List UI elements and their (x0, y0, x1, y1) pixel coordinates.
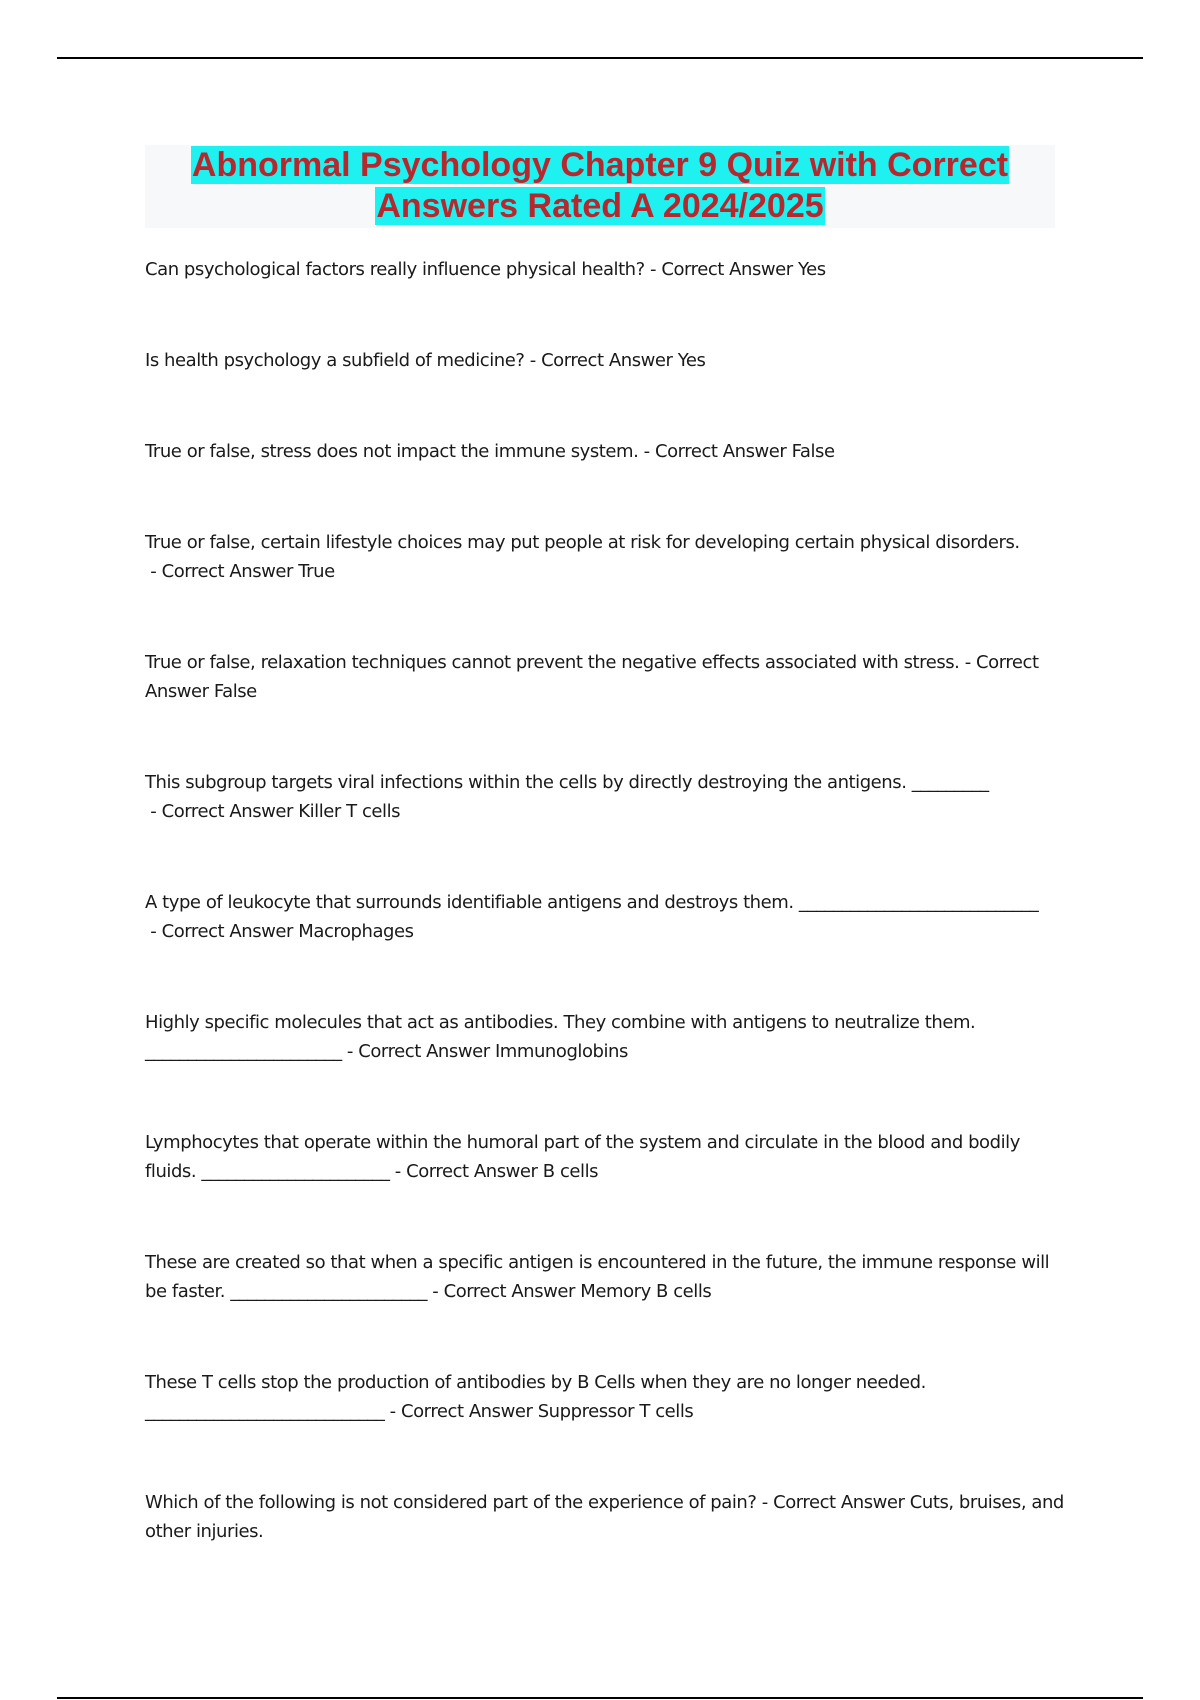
question-text: Lymphocytes that operate within the humoral part of the system and circulate in the blood and bodily fluids. ______________________ (145, 1132, 1020, 1182)
qa-item: True or false, certain lifestyle choices may put people at risk for developing certain physical disorders. - Correct Answer True (145, 532, 1020, 582)
answer-text: Correct Answer Suppressor T cells (401, 1401, 694, 1422)
qa-item: Which of the following is not considered part of the experience of pain? - Correct Answer Cuts, bruises, and other injuries. (145, 1492, 1064, 1542)
question-text: Is health psychology a subfield of medicine? (145, 350, 525, 371)
title-line-1: Abnormal Psychology Chapter 9 Quiz with Correct (191, 146, 1009, 184)
answer-text: Correct Answer Immunoglobins (358, 1041, 628, 1062)
answer-text: Correct Answer Yes (661, 259, 826, 280)
qa-item: A type of leukocyte that surrounds identifiable antigens and destroys them. ____________________________ - Correct Answer Macrophages (145, 892, 1039, 942)
qa-item: Highly specific molecules that act as antibodies. They combine with antigens to neutralize them. _______________________ - Correct Answer Immunoglobins (145, 1012, 976, 1062)
answer-text: Correct Answer False (654, 441, 835, 462)
question-text: These T cells stop the production of antibodies by B Cells when they are no longer needed. ____________________________ (145, 1372, 926, 1422)
qa-list (145, 255, 1065, 1608)
question-text: True or false, relaxation techniques cannot prevent the negative effects associated with stress. (145, 652, 960, 673)
answer-text: Correct Answer Yes (541, 350, 706, 371)
header-rule (57, 57, 1143, 59)
answer-text: Correct Answer Killer T cells (161, 801, 401, 822)
qa-item: These T cells stop the production of antibodies by B Cells when they are no longer needed. ____________________________ - Correct Answer Suppressor T cells (145, 1372, 926, 1422)
answer-text: Correct Answer Macrophages (161, 921, 414, 942)
qa-item: Can psychological factors really influence physical health? - Correct Answer Yes (145, 259, 826, 280)
question-text: Which of the following is not considered part of the experience of pain? (145, 1492, 757, 1513)
question-text: These are created so that when a specific antigen is encountered in the future, the immune response will be faster. _______________________ (145, 1252, 1050, 1302)
qa-item: These are created so that when a specific antigen is encountered in the future, the immune response will be faster. _______________________ - Correct Answer Memory B cells (145, 1252, 1050, 1302)
qa-item: Lymphocytes that operate within the humoral part of the system and circulate in the blood and bodily fluids. ______________________ - Correct Answer B cells (145, 1132, 1020, 1182)
footer-rule (57, 1697, 1143, 1699)
answer-text: Correct Answer Cuts, bruises, and other injuries. (145, 1492, 1064, 1542)
answer-text: Correct Answer Memory B cells (443, 1281, 712, 1302)
document-title (145, 145, 1055, 228)
question-text: True or false, stress does not impact the immune system. (145, 441, 639, 462)
qa-item: True or false, relaxation techniques cannot prevent the negative effects associated with stress. - Correct Answer False (145, 652, 1039, 702)
question-text: Highly specific molecules that act as antibodies. They combine with antigens to neutralize them. _______________________ (145, 1012, 976, 1062)
answer-text: Correct Answer True (161, 561, 335, 582)
question-text: This subgroup targets viral infections within the cells by directly destroying the antigens. _________ (145, 772, 989, 793)
qa-item: Is health psychology a subfield of medicine? - Correct Answer Yes (145, 350, 706, 371)
answer-text: Correct Answer False (145, 652, 1039, 702)
title-line-2: Answers Rated A 2024/2025 (376, 187, 824, 225)
qa-item: This subgroup targets viral infections within the cells by directly destroying the antigens. _________ - Correct Answer Killer T cells (145, 772, 989, 822)
answer-text: Correct Answer B cells (406, 1161, 599, 1182)
question-text: True or false, certain lifestyle choices may put people at risk for developing certain physical disorders. (145, 532, 1020, 553)
question-text: A type of leukocyte that surrounds identifiable antigens and destroys them. ____________________________ (145, 892, 1039, 913)
qa-item: True or false, stress does not impact the immune system. - Correct Answer False (145, 441, 835, 462)
question-text: Can psychological factors really influence physical health? (145, 259, 645, 280)
